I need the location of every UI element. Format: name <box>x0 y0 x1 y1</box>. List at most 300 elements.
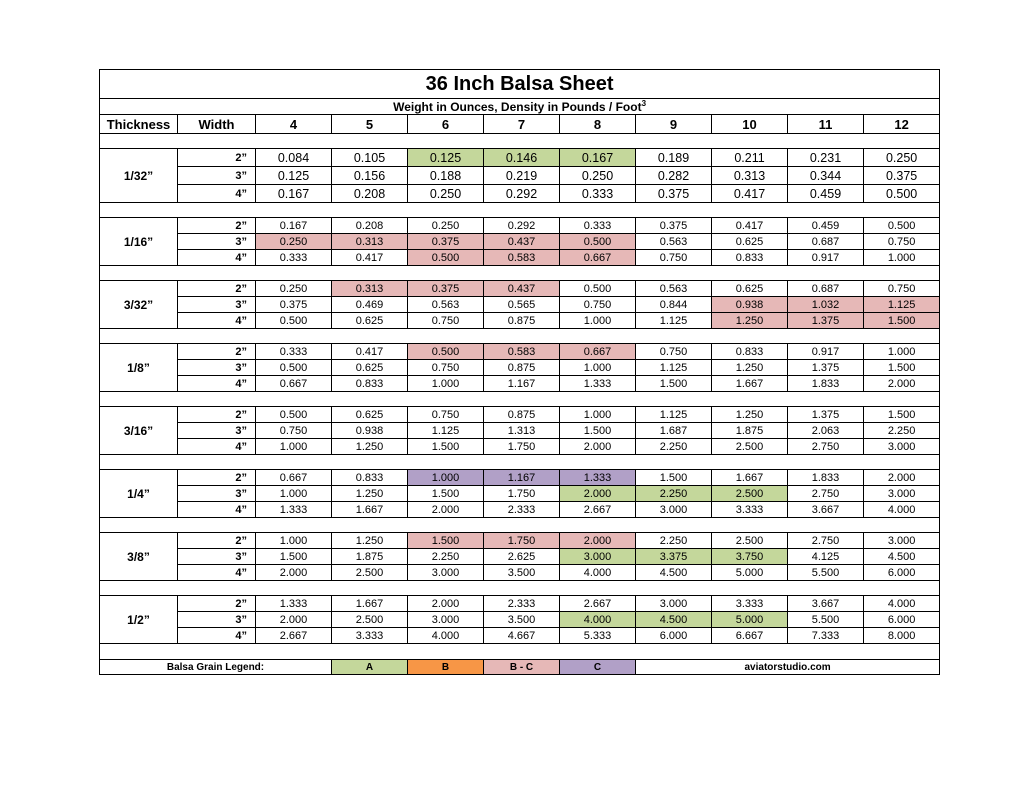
table-row <box>100 313 940 329</box>
width-label: 3” <box>178 360 256 376</box>
subtitle-superscript: 3 <box>641 99 647 108</box>
sheet-title: 36 Inch Balsa Sheet <box>100 70 940 99</box>
weight-cell: 0.833 <box>332 376 408 392</box>
weight-cell: 1.750 <box>484 439 560 455</box>
legend-swatch: B <box>408 660 484 675</box>
spacer-cell <box>100 581 940 596</box>
weight-cell: 3.500 <box>484 565 560 581</box>
weight-cell: 2.250 <box>636 439 712 455</box>
weight-cell: 0.292 <box>484 218 560 234</box>
title-row <box>100 70 940 99</box>
weight-cell: 1.500 <box>864 313 940 329</box>
weight-cell: 0.375 <box>408 281 484 297</box>
table-row <box>100 549 940 565</box>
weight-cell: 0.125 <box>408 149 484 167</box>
weight-cell: 1.833 <box>788 376 864 392</box>
weight-cell: 0.833 <box>712 344 788 360</box>
weight-cell: 1.000 <box>560 360 636 376</box>
weight-cell: 0.844 <box>636 297 712 313</box>
width-label: 2” <box>178 344 256 360</box>
table-row <box>100 502 940 518</box>
legend-swatch: B - C <box>484 660 560 675</box>
weight-cell: 2.250 <box>636 533 712 549</box>
table-row <box>100 234 940 250</box>
weight-cell: 0.333 <box>560 185 636 203</box>
table-row <box>100 281 940 297</box>
header-density: 10 <box>712 115 788 134</box>
weight-cell: 3.000 <box>408 565 484 581</box>
width-label: 2” <box>178 149 256 167</box>
weight-cell: 1.500 <box>864 360 940 376</box>
width-label: 3” <box>178 549 256 565</box>
weight-cell: 0.146 <box>484 149 560 167</box>
sheet-subtitle <box>100 99 940 115</box>
weight-cell: 0.565 <box>484 297 560 313</box>
width-label: 2” <box>178 596 256 612</box>
weight-cell: 1.167 <box>484 376 560 392</box>
weight-cell: 0.333 <box>560 218 636 234</box>
weight-cell: 6.667 <box>712 628 788 644</box>
weight-cell: 0.875 <box>484 407 560 423</box>
spacer-row <box>100 203 940 218</box>
weight-cell: 1.167 <box>484 470 560 486</box>
weight-cell: 3.000 <box>560 549 636 565</box>
weight-cell: 2.625 <box>484 549 560 565</box>
weight-cell: 1.000 <box>408 376 484 392</box>
weight-cell: 2.000 <box>864 376 940 392</box>
weight-cell: 1.250 <box>712 407 788 423</box>
weight-cell: 1.125 <box>864 297 940 313</box>
weight-cell: 2.250 <box>864 423 940 439</box>
weight-cell: 2.667 <box>560 596 636 612</box>
spacer-cell <box>100 134 940 149</box>
weight-cell: 0.500 <box>408 250 484 266</box>
table-row <box>100 423 940 439</box>
weight-cell: 2.500 <box>712 533 788 549</box>
weight-cell: 0.375 <box>636 185 712 203</box>
table-row <box>100 185 940 203</box>
spacer-row <box>100 392 940 407</box>
weight-cell: 0.125 <box>256 167 332 185</box>
weight-cell: 3.667 <box>788 596 864 612</box>
weight-cell: 0.189 <box>636 149 712 167</box>
weight-cell: 3.000 <box>636 596 712 612</box>
weight-cell: 1.000 <box>864 250 940 266</box>
thickness-label: 1/16” <box>100 218 178 266</box>
weight-cell: 0.333 <box>256 344 332 360</box>
weight-cell: 1.313 <box>484 423 560 439</box>
weight-cell: 1.333 <box>256 502 332 518</box>
subtitle-row <box>100 99 940 115</box>
weight-cell: 0.500 <box>864 218 940 234</box>
weight-cell: 0.667 <box>256 376 332 392</box>
weight-cell: 0.500 <box>256 407 332 423</box>
thickness-label: 1/32” <box>100 149 178 203</box>
weight-cell: 5.500 <box>788 612 864 628</box>
table-row <box>100 167 940 185</box>
weight-cell: 0.625 <box>332 360 408 376</box>
weight-cell: 3.333 <box>332 628 408 644</box>
weight-cell: 0.750 <box>408 407 484 423</box>
table-row <box>100 470 940 486</box>
weight-cell: 6.000 <box>864 565 940 581</box>
weight-cell: 3.667 <box>788 502 864 518</box>
weight-cell: 1.687 <box>636 423 712 439</box>
weight-cell: 4.000 <box>408 628 484 644</box>
width-label: 2” <box>178 470 256 486</box>
weight-cell: 0.667 <box>560 344 636 360</box>
weight-cell: 1.500 <box>408 439 484 455</box>
weight-cell: 0.583 <box>484 344 560 360</box>
weight-cell: 1.250 <box>712 313 788 329</box>
weight-cell: 1.000 <box>864 344 940 360</box>
weight-cell: 2.333 <box>484 596 560 612</box>
weight-cell: 0.417 <box>332 250 408 266</box>
spacer-row <box>100 134 940 149</box>
weight-cell: 1.000 <box>256 533 332 549</box>
weight-cell: 2.667 <box>256 628 332 644</box>
weight-cell: 1.032 <box>788 297 864 313</box>
weight-cell: 0.313 <box>332 281 408 297</box>
weight-cell: 0.750 <box>408 313 484 329</box>
weight-cell: 0.437 <box>484 281 560 297</box>
weight-cell: 1.250 <box>332 533 408 549</box>
weight-cell: 1.500 <box>560 423 636 439</box>
weight-cell: 1.000 <box>560 313 636 329</box>
table-row <box>100 612 940 628</box>
thickness-label: 3/8” <box>100 533 178 581</box>
weight-cell: 0.687 <box>788 234 864 250</box>
weight-cell: 1.250 <box>332 439 408 455</box>
weight-cell: 1.500 <box>636 376 712 392</box>
site-credit: aviatorstudio.com <box>636 660 940 675</box>
weight-cell: 3.000 <box>864 486 940 502</box>
weight-cell: 8.000 <box>864 628 940 644</box>
weight-cell: 0.750 <box>636 344 712 360</box>
weight-cell: 0.917 <box>788 250 864 266</box>
weight-cell: 1.000 <box>256 439 332 455</box>
weight-cell: 0.750 <box>864 234 940 250</box>
weight-cell: 2.063 <box>788 423 864 439</box>
legend-swatch: C <box>560 660 636 675</box>
weight-cell: 5.000 <box>712 612 788 628</box>
weight-cell: 0.250 <box>560 167 636 185</box>
weight-cell: 1.250 <box>332 486 408 502</box>
weight-cell: 0.417 <box>332 344 408 360</box>
width-label: 2” <box>178 533 256 549</box>
header-thickness: Thickness <box>100 115 178 134</box>
weight-cell: 0.500 <box>256 360 332 376</box>
weight-cell: 1.500 <box>408 486 484 502</box>
weight-cell: 2.000 <box>256 612 332 628</box>
weight-cell: 0.211 <box>712 149 788 167</box>
weight-cell: 0.313 <box>332 234 408 250</box>
weight-cell: 2.667 <box>560 502 636 518</box>
weight-cell: 0.833 <box>712 250 788 266</box>
weight-cell: 0.313 <box>712 167 788 185</box>
weight-cell: 0.375 <box>636 218 712 234</box>
spacer-row <box>100 581 940 596</box>
weight-cell: 0.437 <box>484 234 560 250</box>
weight-cell: 6.000 <box>636 628 712 644</box>
spacer-cell <box>100 266 940 281</box>
weight-cell: 1.875 <box>712 423 788 439</box>
weight-cell: 1.333 <box>560 376 636 392</box>
weight-cell: 2.000 <box>408 502 484 518</box>
weight-cell: 0.563 <box>636 281 712 297</box>
weight-cell: 0.250 <box>864 149 940 167</box>
width-label: 4” <box>178 250 256 266</box>
weight-cell: 0.417 <box>712 185 788 203</box>
width-label: 4” <box>178 376 256 392</box>
spacer-row <box>100 329 940 344</box>
weight-cell: 0.292 <box>484 185 560 203</box>
weight-cell: 0.188 <box>408 167 484 185</box>
table-row <box>100 360 940 376</box>
thickness-label: 1/2” <box>100 596 178 644</box>
weight-cell: 3.000 <box>864 439 940 455</box>
header-density: 8 <box>560 115 636 134</box>
weight-cell: 4.000 <box>560 612 636 628</box>
weight-cell: 0.938 <box>712 297 788 313</box>
weight-cell: 0.667 <box>256 470 332 486</box>
weight-cell: 7.333 <box>788 628 864 644</box>
weight-cell: 0.250 <box>256 281 332 297</box>
header-density: 7 <box>484 115 560 134</box>
weight-cell: 5.333 <box>560 628 636 644</box>
weight-cell: 0.750 <box>560 297 636 313</box>
thickness-label: 3/16” <box>100 407 178 455</box>
width-label: 2” <box>178 218 256 234</box>
weight-cell: 1.333 <box>560 470 636 486</box>
table-row <box>100 596 940 612</box>
width-label: 3” <box>178 234 256 250</box>
width-label: 4” <box>178 185 256 203</box>
legend-label: Balsa Grain Legend: <box>100 660 332 675</box>
weight-cell: 0.875 <box>484 360 560 376</box>
weight-cell: 1.000 <box>256 486 332 502</box>
width-label: 4” <box>178 313 256 329</box>
weight-cell: 2.750 <box>788 486 864 502</box>
weight-cell: 4.000 <box>864 596 940 612</box>
weight-cell: 1.000 <box>408 470 484 486</box>
weight-cell: 0.084 <box>256 149 332 167</box>
header-density: 4 <box>256 115 332 134</box>
table-row <box>100 218 940 234</box>
weight-cell: 0.625 <box>332 313 408 329</box>
width-label: 3” <box>178 423 256 439</box>
weight-cell: 3.333 <box>712 502 788 518</box>
weight-cell: 3.000 <box>408 612 484 628</box>
weight-cell: 2.000 <box>560 533 636 549</box>
weight-cell: 4.500 <box>636 612 712 628</box>
weight-cell: 3.750 <box>712 549 788 565</box>
weight-cell: 1.125 <box>636 407 712 423</box>
weight-cell: 0.250 <box>408 185 484 203</box>
weight-cell: 0.167 <box>560 149 636 167</box>
weight-cell: 2.000 <box>256 565 332 581</box>
weight-cell: 1.125 <box>636 313 712 329</box>
table-row <box>100 486 940 502</box>
weight-cell: 0.875 <box>484 313 560 329</box>
weight-cell: 1.375 <box>788 360 864 376</box>
width-label: 4” <box>178 565 256 581</box>
weight-cell: 2.500 <box>332 565 408 581</box>
weight-cell: 2.500 <box>712 486 788 502</box>
weight-cell: 0.500 <box>408 344 484 360</box>
weight-cell: 0.459 <box>788 185 864 203</box>
weight-cell: 4.500 <box>864 549 940 565</box>
balsa-sheet <box>99 69 939 675</box>
thickness-label: 3/32” <box>100 281 178 329</box>
weight-cell: 4.000 <box>864 502 940 518</box>
weight-cell: 0.500 <box>560 234 636 250</box>
weight-cell: 0.750 <box>636 250 712 266</box>
weight-cell: 0.667 <box>560 250 636 266</box>
weight-cell: 0.500 <box>560 281 636 297</box>
header-row <box>100 115 940 134</box>
weight-cell: 0.750 <box>408 360 484 376</box>
spacer-row <box>100 266 940 281</box>
weight-cell: 2.000 <box>560 486 636 502</box>
weight-cell: 3.333 <box>712 596 788 612</box>
weight-cell: 2.750 <box>788 533 864 549</box>
weight-cell: 1.375 <box>788 313 864 329</box>
spacer-row <box>100 455 940 470</box>
table-row <box>100 407 940 423</box>
weight-cell: 0.500 <box>864 185 940 203</box>
weight-cell: 1.375 <box>788 407 864 423</box>
weight-cell: 0.231 <box>788 149 864 167</box>
weight-cell: 5.500 <box>788 565 864 581</box>
weight-cell: 2.000 <box>864 470 940 486</box>
spacer-cell <box>100 518 940 533</box>
thickness-label: 1/4” <box>100 470 178 518</box>
legend-swatch: A <box>332 660 408 675</box>
table-row <box>100 628 940 644</box>
weight-cell: 0.208 <box>332 218 408 234</box>
weight-cell: 1.125 <box>408 423 484 439</box>
header-density: 5 <box>332 115 408 134</box>
weight-cell: 3.000 <box>864 533 940 549</box>
weight-cell: 1.333 <box>256 596 332 612</box>
weight-cell: 0.563 <box>408 297 484 313</box>
weight-cell: 0.625 <box>712 234 788 250</box>
weight-cell: 4.000 <box>560 565 636 581</box>
weight-cell: 0.344 <box>788 167 864 185</box>
weight-cell: 3.500 <box>484 612 560 628</box>
weight-cell: 0.250 <box>408 218 484 234</box>
width-label: 4” <box>178 439 256 455</box>
weight-cell: 0.167 <box>256 185 332 203</box>
weight-cell: 0.750 <box>256 423 332 439</box>
header-density: 11 <box>788 115 864 134</box>
width-label: 2” <box>178 407 256 423</box>
weight-cell: 0.563 <box>636 234 712 250</box>
weight-cell: 1.000 <box>560 407 636 423</box>
weight-cell: 1.833 <box>788 470 864 486</box>
width-label: 4” <box>178 502 256 518</box>
weight-cell: 1.750 <box>484 486 560 502</box>
weight-cell: 1.500 <box>408 533 484 549</box>
table-row <box>100 344 940 360</box>
spacer-row <box>100 518 940 533</box>
weight-cell: 2.333 <box>484 502 560 518</box>
weight-cell: 1.667 <box>712 470 788 486</box>
width-label: 3” <box>178 486 256 502</box>
weight-cell: 4.125 <box>788 549 864 565</box>
width-label: 4” <box>178 628 256 644</box>
weight-cell: 0.583 <box>484 250 560 266</box>
width-label: 3” <box>178 167 256 185</box>
subtitle-text: Weight in Ounces, Density in Pounds / Foot <box>393 100 642 114</box>
header-density: 9 <box>636 115 712 134</box>
weight-cell: 2.500 <box>712 439 788 455</box>
spacer-cell <box>100 203 940 218</box>
weight-cell: 0.687 <box>788 281 864 297</box>
weight-cell: 0.333 <box>256 250 332 266</box>
weight-cell: 6.000 <box>864 612 940 628</box>
weight-cell: 0.375 <box>864 167 940 185</box>
weight-cell: 1.750 <box>484 533 560 549</box>
table-row <box>100 297 940 313</box>
weight-cell: 2.000 <box>560 439 636 455</box>
weight-cell: 3.000 <box>636 502 712 518</box>
weight-cell: 0.833 <box>332 470 408 486</box>
thickness-label: 1/8” <box>100 344 178 392</box>
table-row <box>100 533 940 549</box>
weight-cell: 0.469 <box>332 297 408 313</box>
table-row <box>100 149 940 167</box>
weight-cell: 0.417 <box>712 218 788 234</box>
legend-row <box>100 660 940 675</box>
weight-cell: 0.105 <box>332 149 408 167</box>
header-width: Width <box>178 115 256 134</box>
weight-cell: 0.625 <box>712 281 788 297</box>
table-row <box>100 376 940 392</box>
weight-cell: 0.375 <box>256 297 332 313</box>
weight-cell: 0.156 <box>332 167 408 185</box>
weight-cell: 4.667 <box>484 628 560 644</box>
weight-cell: 0.250 <box>256 234 332 250</box>
weight-cell: 2.250 <box>636 486 712 502</box>
weight-cell: 1.125 <box>636 360 712 376</box>
spacer-row <box>100 644 940 660</box>
weight-cell: 1.500 <box>636 470 712 486</box>
weight-cell: 0.917 <box>788 344 864 360</box>
weight-cell: 2.250 <box>408 549 484 565</box>
weight-cell: 0.938 <box>332 423 408 439</box>
weight-cell: 0.625 <box>332 407 408 423</box>
weight-cell: 4.500 <box>636 565 712 581</box>
weight-cell: 2.000 <box>408 596 484 612</box>
spacer-cell <box>100 329 940 344</box>
width-label: 3” <box>178 297 256 313</box>
spacer-cell <box>100 455 940 470</box>
weight-cell: 0.750 <box>864 281 940 297</box>
weight-cell: 2.500 <box>332 612 408 628</box>
weight-cell: 1.250 <box>712 360 788 376</box>
header-density: 12 <box>864 115 940 134</box>
weight-cell: 2.750 <box>788 439 864 455</box>
weight-cell: 1.667 <box>712 376 788 392</box>
weight-cell: 5.000 <box>712 565 788 581</box>
weight-cell: 1.667 <box>332 502 408 518</box>
weight-cell: 1.667 <box>332 596 408 612</box>
table-row <box>100 250 940 266</box>
weight-cell: 0.208 <box>332 185 408 203</box>
width-label: 3” <box>178 612 256 628</box>
